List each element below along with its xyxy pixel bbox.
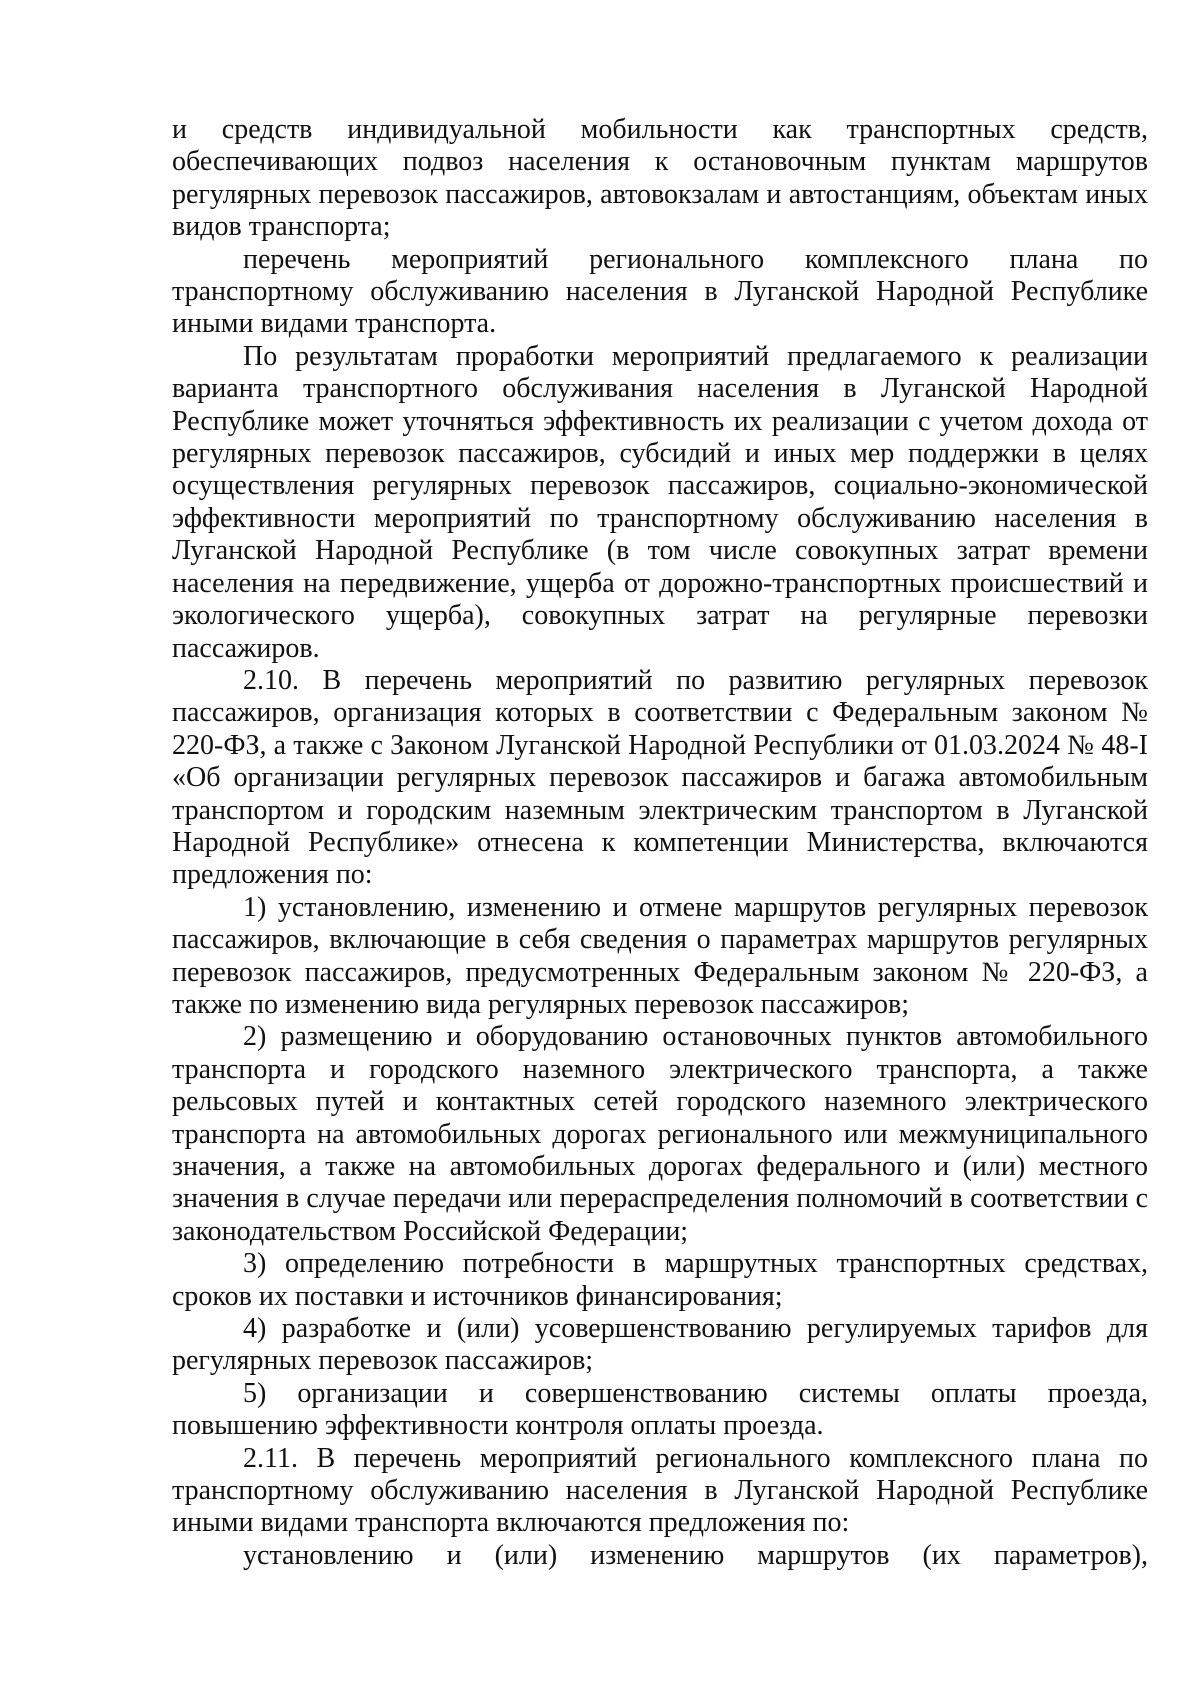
document-body — [172, 114, 1148, 1572]
list-item-5: 5) организации и совершенствованию системы оплаты проезда, повышению эффективности контроля оплаты проезда. — [172, 1377, 1148, 1442]
paragraph-other-transport-list: перечень мероприятий регионального комплексного плана по транспортному обслуживанию населения в Луганской Народной Республике иными видами транспорта. — [172, 243, 1148, 340]
paragraph-section-2-10: 2.10. В перечень мероприятий по развитию регулярных перевозок пассажиров, организация которых в соответствии с Федеральным законом № 220-ФЗ, а также с Законом Луганской Народной Республики от 01.03.2024 № 48-I «Об организации регулярных перевозок пассажиров и багажа автомобильным транспортом и городским наземным электрическим транспортом в Луганской Народной Республике» отнесена к компетенции Министерства, включаются предложения по: — [172, 664, 1148, 891]
list-item-1: 1) установлению, изменению и отмене маршрутов регулярных перевозок пассажиров, включающие в себя сведения о параметрах маршрутов регулярных перевозок пассажиров, предусмотренных Федеральным законом № 220-ФЗ, а также по изменению вида регулярных перевозок пассажиров; — [172, 891, 1148, 1020]
paragraph-routes-continued: установлению и (или) изменению маршрутов (их параметров), — [243, 1539, 1148, 1571]
paragraph-mobility-means: и средств индивидуальной мобильности как транспортных средств, обеспечивающих подвоз населения к остановочным пунктам маршрутов регулярных перевозок пассажиров, автовокзалам и автостанциям, объектам иных видов транспорта; — [172, 114, 1148, 243]
paragraph-section-2-11: 2.11. В перечень мероприятий регионального комплексного плана по транспортному обслуживанию населения в Луганской Народной Республике иными видами транспорта включаются предложения по: — [172, 1442, 1148, 1539]
list-item-2: 2) размещению и оборудованию остановочных пунктов автомобильного транспорта и городского наземного электрического транспорта, а также рельсовых путей и контактных сетей городского наземного электрического транспорта на автомобильных дорогах регионального или межмуниципального значения, а также на автомобильных дорогах федерального и (или) местного значения в случае передачи или перераспределения полномочий в соответствии с законодательством Российской Федерации; — [172, 1021, 1148, 1247]
list-item-3: 3) определению потребности в маршрутных транспортных средствах, сроков их поставки и источников финансирования; — [172, 1248, 1148, 1312]
paragraph-efficiency: По результатам проработки мероприятий предлагаемого к реализации варианта транспортного обслуживания населения в Луганской Народной Республике может уточняться эффективность их реализации с учетом дохода от регулярных перевозок пассажиров, субсидий и иных мер поддержки в целях осуществления регулярных перевозок пассажиров, социально-экономической эффективности мероприятий по транспортному обслуживанию населения в Луганской Народной Республике (в том числе совокупных затрат времени населения на передвижение, ущерба от дорожно-транспортных происшествий и экологического ущерба), совокупных затрат на регулярные перевозки пассажиров. — [172, 340, 1148, 664]
list-item-4: 4) разработке и (или) усовершенствованию регулируемых тарифов для регулярных перевозок пассажиров; — [172, 1313, 1148, 1377]
